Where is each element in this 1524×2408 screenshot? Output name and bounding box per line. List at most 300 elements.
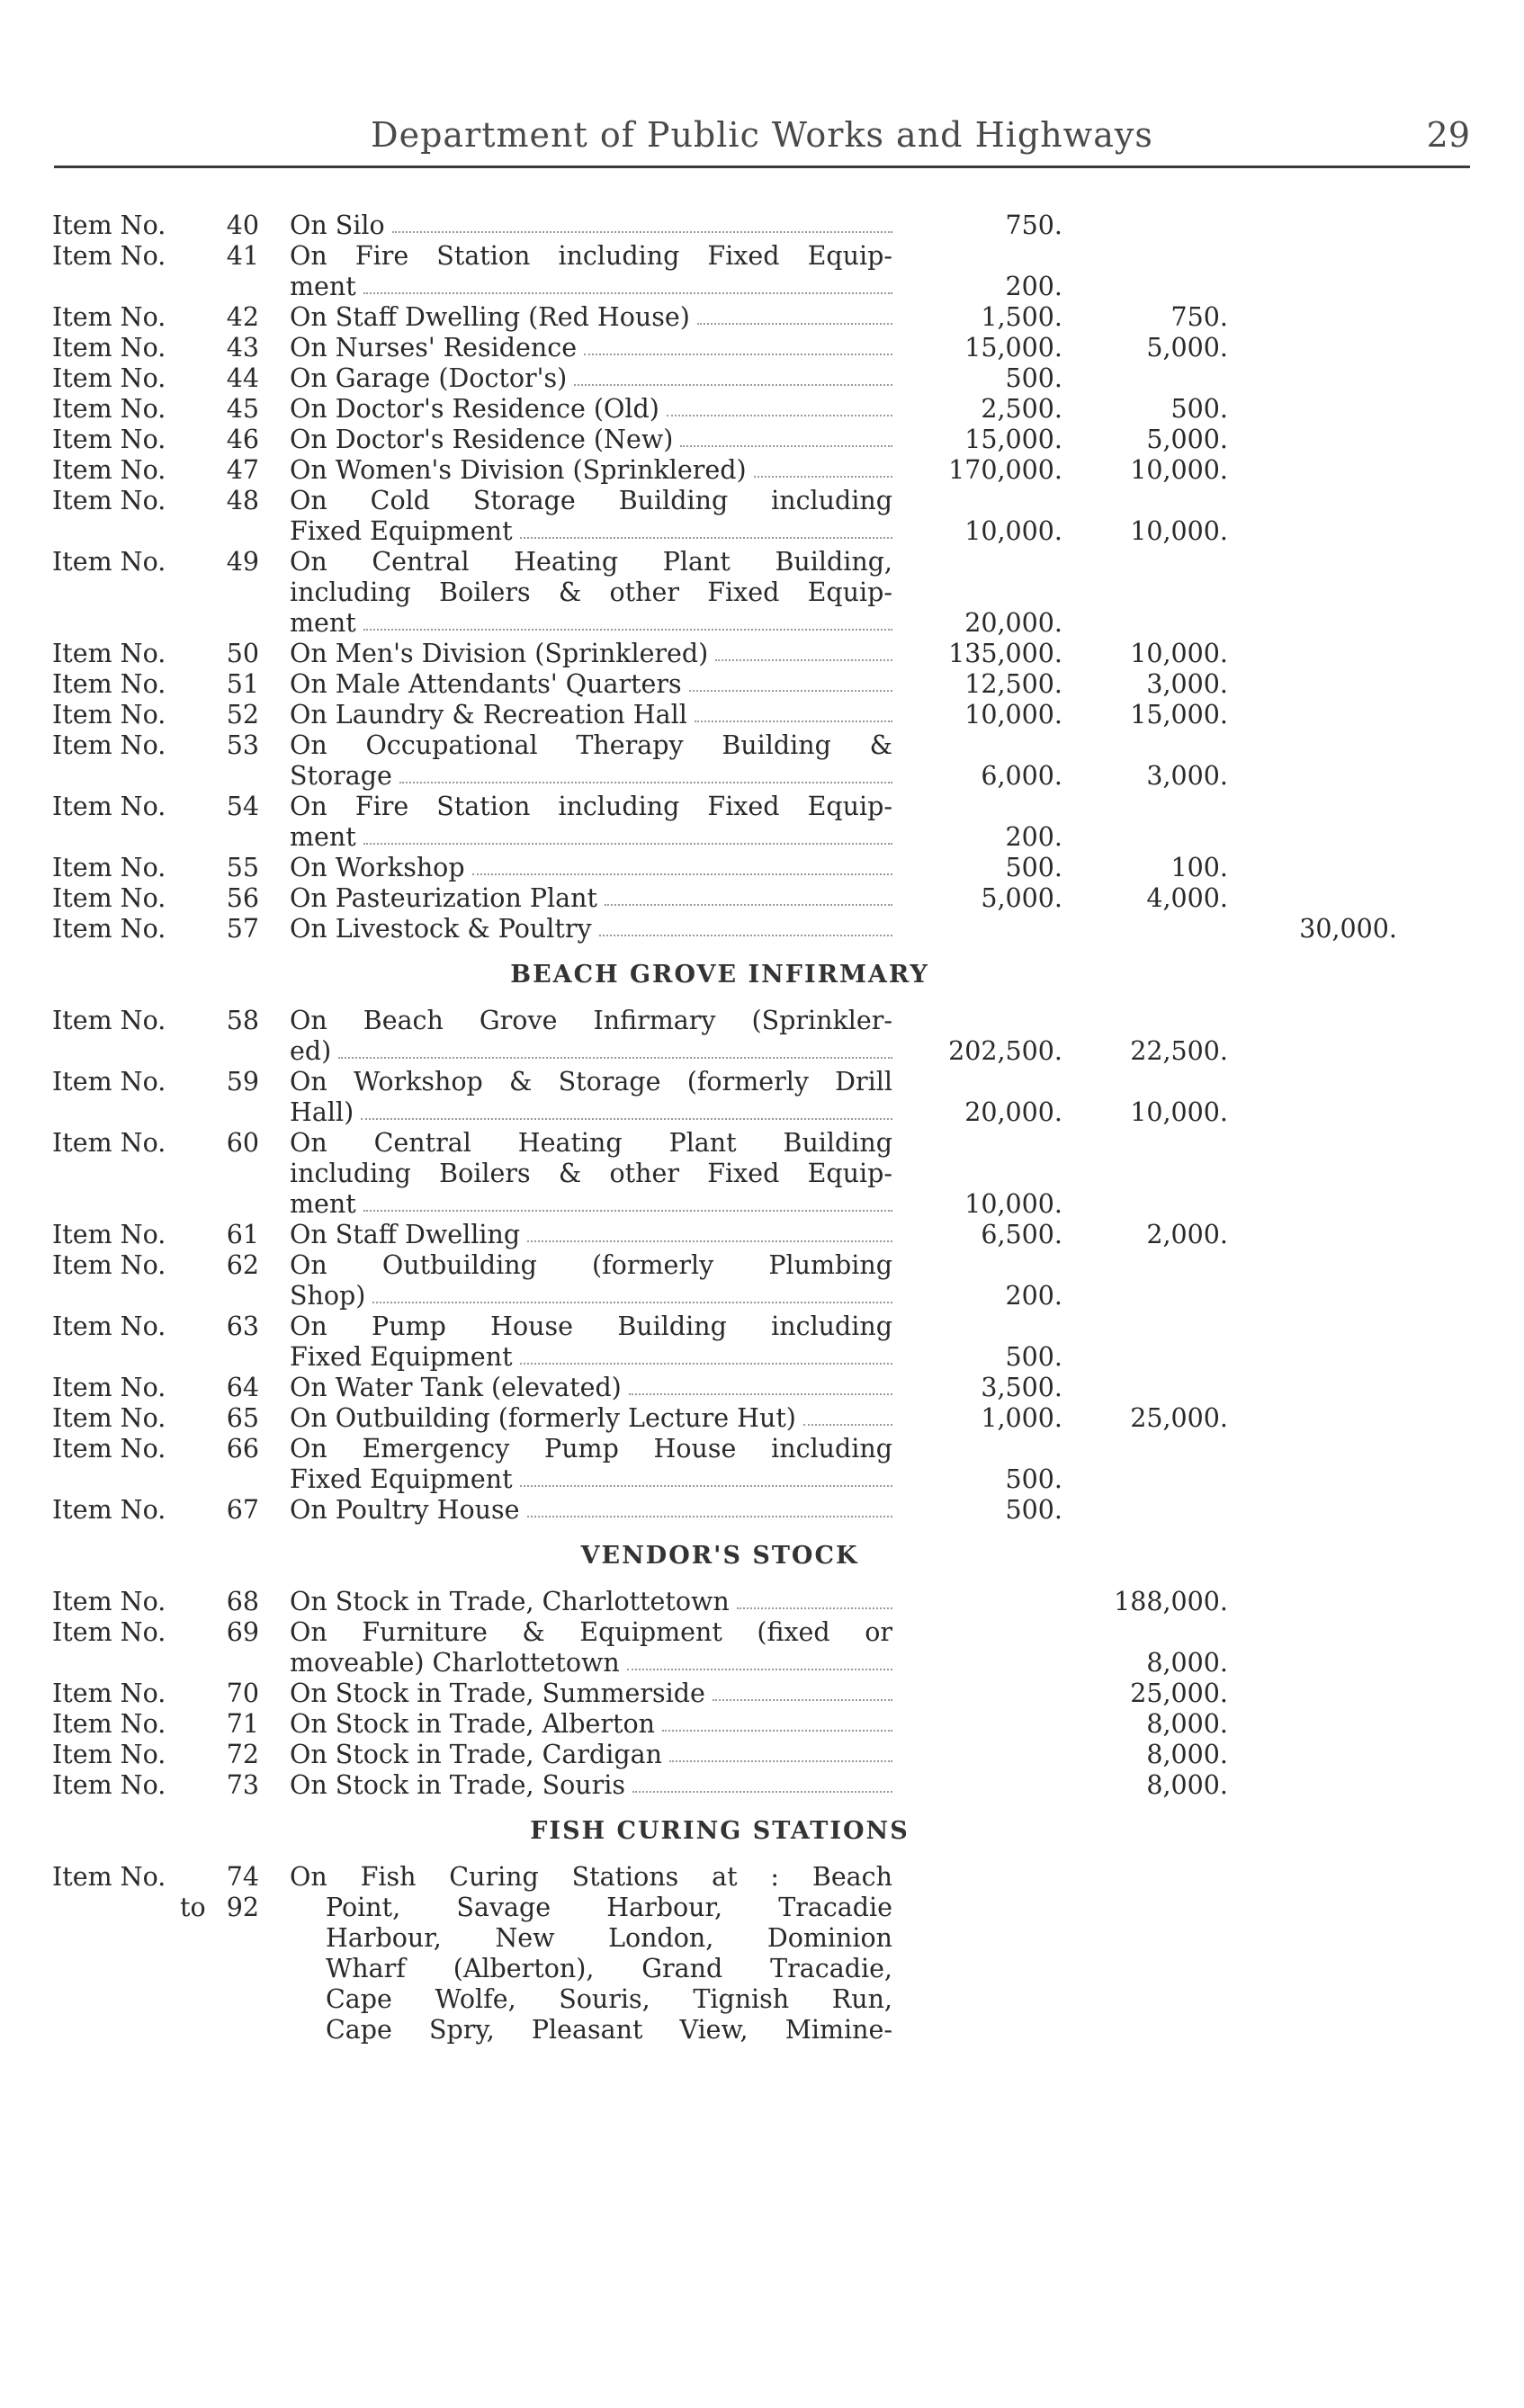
- item-number: [207, 241, 259, 272]
- dot-leader: [599, 914, 892, 936]
- item-label-text: Item No.: [52, 1709, 166, 1739]
- table-row: [0, 241, 1524, 302]
- description-line: [290, 1678, 892, 1709]
- description-line: Cape Spry, Pleasant View, Mimine-: [326, 2015, 892, 2045]
- description-text: On Women's Division (Sprinklered): [290, 455, 747, 485]
- item-number: [207, 730, 259, 761]
- amount-c2: 25,000.: [1130, 1678, 1228, 1708]
- item-description: [290, 639, 892, 669]
- section: [0, 944, 1524, 1526]
- item-number: [207, 914, 259, 944]
- amount-c1: 1,500.: [981, 302, 1062, 332]
- description-line: Point, Savage Harbour, Tracadie: [326, 1893, 892, 1922]
- description-line: [290, 1220, 892, 1250]
- item-description: [290, 730, 892, 792]
- description-line: On Central Heating Plant Building,: [290, 547, 892, 577]
- table-row: [0, 1617, 1524, 1678]
- description-line: [290, 883, 892, 914]
- item-description: [290, 486, 892, 547]
- item-label-text: Item No.: [52, 455, 166, 485]
- amount-c2: 22,500.: [1130, 1036, 1228, 1066]
- dot-leader: [629, 1373, 892, 1395]
- table-row: [0, 1770, 1524, 1801]
- item-description: [290, 1770, 892, 1801]
- item-label: [52, 241, 166, 272]
- description-text: On Stock in Trade, Souris: [290, 1770, 625, 1800]
- description-text: moveable) Charlottetown: [290, 1648, 620, 1678]
- amount-c2: 5,000.: [1146, 333, 1228, 363]
- item-number-text: 44: [226, 363, 259, 393]
- item-number: [207, 1495, 259, 1526]
- item-label-text: Item No.: [52, 1740, 166, 1769]
- table-row: [0, 1740, 1524, 1770]
- item-number: [207, 1311, 259, 1342]
- item-label: [52, 455, 166, 486]
- amount-c1: 5,000.: [981, 883, 1062, 913]
- amount-c2: 3,000.: [1146, 669, 1228, 699]
- description-text: On Stock in Trade, Cardigan: [290, 1740, 662, 1769]
- table-row: [0, 1709, 1524, 1740]
- item-number-text: 57: [226, 914, 259, 944]
- amount-c1: 200.: [1005, 822, 1062, 852]
- description-text: On Staff Dwelling: [290, 1220, 521, 1249]
- item-number-text: 64: [226, 1373, 259, 1402]
- table-row: [0, 486, 1524, 547]
- item-label-text: Item No.: [52, 1250, 166, 1280]
- item-number-text: 69: [226, 1617, 259, 1647]
- item-number: [207, 1617, 259, 1648]
- item-number-text: 72: [226, 1740, 259, 1769]
- item-label-text: Item No.: [52, 1006, 166, 1035]
- amount-c1: 2,500.: [981, 394, 1062, 424]
- item-number: [207, 1740, 259, 1770]
- item-label-text: Item No.: [52, 1862, 166, 1892]
- item-label-text: Item No.: [52, 1617, 166, 1647]
- item-description: [290, 1740, 892, 1770]
- item-description: [290, 1709, 892, 1740]
- amount-c1: 15,000.: [964, 425, 1062, 454]
- amount-c1: 500.: [1005, 1464, 1062, 1494]
- item-description: [290, 792, 892, 853]
- item-number-text: 47: [226, 455, 259, 485]
- item-label: [52, 1250, 166, 1281]
- amount-c1: 200.: [1005, 272, 1062, 301]
- section: [0, 1526, 1524, 1801]
- table-row: [0, 1220, 1524, 1250]
- description-text: On Pasteurization Plant: [290, 883, 597, 913]
- description-line: On Emergency Pump House including: [290, 1434, 892, 1464]
- item-number: [207, 363, 259, 394]
- description-text: Storage: [290, 761, 392, 791]
- item-label: [52, 1373, 166, 1403]
- item-label-text: Item No.: [52, 302, 166, 332]
- description-line: [290, 516, 892, 547]
- description-text: ed): [290, 1036, 332, 1066]
- amount-c2: 25,000.: [1130, 1403, 1228, 1433]
- item-label: [52, 1403, 166, 1434]
- description-line: [290, 333, 892, 363]
- amount-c2: 10,000.: [1130, 1097, 1228, 1127]
- item-number-end: 92: [226, 1893, 259, 1922]
- item-label-text: Item No.: [52, 394, 166, 424]
- item-label: [52, 333, 166, 363]
- item-label: [52, 639, 166, 669]
- amount-c1: 500.: [1005, 853, 1062, 882]
- item-number: [207, 669, 259, 700]
- dot-leader: [754, 455, 892, 478]
- item-number: [207, 394, 259, 425]
- amount-c2: 8,000.: [1146, 1709, 1228, 1739]
- dot-leader: [627, 1648, 892, 1670]
- item-label: [52, 853, 166, 883]
- item-label-text: Item No.: [52, 1067, 166, 1097]
- table-row: [0, 1067, 1524, 1128]
- item-number: [207, 1250, 259, 1281]
- amount-c2: 8,000.: [1146, 1648, 1228, 1678]
- item-number: [207, 455, 259, 486]
- dot-leader: [520, 1342, 892, 1365]
- item-number-text: 42: [226, 302, 259, 332]
- item-number-text: 53: [226, 730, 259, 760]
- item-label: [52, 1434, 166, 1464]
- section-heading: BEACH GROVE INFIRMARY: [510, 961, 929, 989]
- table-row: [0, 210, 1524, 241]
- description-text: On Staff Dwelling (Red House): [290, 302, 690, 332]
- item-label-text: Item No.: [52, 853, 166, 882]
- table-row: [0, 700, 1524, 730]
- page-number: 29: [1426, 115, 1470, 155]
- description-text: On Stock in Trade, Summerside: [290, 1678, 705, 1708]
- description-line: [290, 669, 892, 700]
- description-text: ment: [290, 272, 356, 301]
- item-number-text: 43: [226, 333, 259, 363]
- dot-leader: [363, 608, 892, 631]
- dot-leader: [363, 1189, 892, 1212]
- item-label: [52, 792, 166, 822]
- description-line: including Boilers & other Fixed Equip-: [290, 1159, 892, 1188]
- dot-leader: [472, 853, 892, 875]
- item-number: [207, 1403, 259, 1434]
- item-number-text: 63: [226, 1311, 259, 1341]
- amount-c1: 12,500.: [964, 669, 1062, 699]
- item-number: [207, 1128, 259, 1159]
- item-description: [290, 700, 892, 730]
- item-description: [290, 883, 892, 914]
- description-text: Shop): [290, 1281, 366, 1311]
- item-label-text: Item No.: [52, 1311, 166, 1341]
- table-row: [0, 394, 1524, 425]
- description-line: On Fish Curing Stations at : Beach: [290, 1862, 892, 1892]
- amount-c2: 3,000.: [1146, 761, 1228, 791]
- item-description: [290, 333, 892, 363]
- dot-leader: [680, 425, 892, 447]
- description-line: [290, 1403, 892, 1434]
- amount-c1: 20,000.: [964, 608, 1062, 638]
- description-line: On Outbuilding (formerly Plumbing: [290, 1250, 892, 1280]
- item-number: [207, 1770, 259, 1801]
- item-number-text: 45: [226, 394, 259, 424]
- running-title: Department of Public Works and Highways: [371, 115, 1153, 155]
- item-number: [207, 792, 259, 822]
- description-line: [290, 1587, 892, 1617]
- item-number: [207, 486, 259, 516]
- description-text: On Workshop: [290, 853, 465, 882]
- item-description: [290, 1403, 892, 1434]
- item-label: [52, 883, 166, 914]
- dot-leader: [697, 302, 892, 325]
- amount-c2: 100.: [1170, 853, 1228, 882]
- item-description: [290, 914, 892, 944]
- description-line: [290, 1189, 892, 1220]
- dot-leader: [803, 1403, 892, 1426]
- description-line: On Occupational Therapy Building &: [290, 730, 892, 760]
- dot-leader: [669, 1740, 892, 1762]
- description-line: [290, 1036, 892, 1067]
- amount-c1: 10,000.: [964, 516, 1062, 546]
- item-label: [52, 1128, 166, 1159]
- table-row: [0, 1862, 1524, 2045]
- amount-c2: 2,000.: [1146, 1220, 1228, 1249]
- item-label-text: Item No.: [52, 914, 166, 944]
- item-description: [290, 1250, 892, 1311]
- description-line: On Fire Station including Fixed Equip-: [290, 241, 892, 271]
- amount-c2: 10,000.: [1130, 455, 1228, 485]
- description-text: On Outbuilding (formerly Lecture Hut): [290, 1403, 796, 1433]
- description-text: On Garage (Doctor's): [290, 363, 568, 393]
- amount-c1: 135,000.: [948, 639, 1062, 668]
- item-number-text: 70: [226, 1678, 259, 1708]
- item-description: [290, 210, 892, 241]
- amount-c1: 202,500.: [948, 1036, 1062, 1066]
- item-label-text: Item No.: [52, 1678, 166, 1708]
- item-number-text: 67: [226, 1495, 259, 1525]
- item-label: [52, 1770, 166, 1801]
- table-row: [0, 1006, 1524, 1067]
- table-row: [0, 883, 1524, 914]
- item-label: [52, 302, 166, 333]
- item-number-text: 62: [226, 1250, 259, 1280]
- item-number-text: 73: [226, 1770, 259, 1800]
- item-description: [290, 1128, 892, 1220]
- item-description: [290, 1311, 892, 1373]
- amount-c2: 5,000.: [1146, 425, 1228, 454]
- table-row: [0, 669, 1524, 700]
- item-number-text: 54: [226, 792, 259, 821]
- table-row: [0, 1587, 1524, 1617]
- dot-leader: [584, 333, 892, 355]
- description-line: [290, 302, 892, 333]
- table-row: [0, 639, 1524, 669]
- item-number: [207, 1006, 259, 1036]
- item-number: [207, 210, 259, 241]
- description-line: including Boilers & other Fixed Equip-: [290, 577, 892, 607]
- dot-leader: [713, 1678, 892, 1701]
- description-text: ment: [290, 608, 356, 638]
- description-line: [290, 914, 892, 944]
- item-description: [290, 455, 892, 486]
- item-number-text: 51: [226, 669, 259, 699]
- item-number: [207, 1862, 259, 1923]
- item-label-text: Item No.: [52, 547, 166, 577]
- item-label-text: Item No.: [52, 210, 166, 240]
- item-description: [290, 1067, 892, 1128]
- item-number: [207, 1373, 259, 1403]
- description-line: [290, 210, 892, 241]
- description-line: [290, 1770, 892, 1801]
- table-row: [0, 730, 1524, 792]
- amount-c1: 500.: [1005, 363, 1062, 393]
- item-number-text: 60: [226, 1128, 259, 1158]
- item-number-text: 49: [226, 547, 259, 577]
- item-number-text: 52: [226, 700, 259, 730]
- item-description: [290, 241, 892, 302]
- item-label: [52, 210, 166, 241]
- table-row: [0, 1495, 1524, 1526]
- item-label-text: Item No.: [52, 792, 166, 821]
- item-description: [290, 1678, 892, 1709]
- dot-leader: [338, 1036, 892, 1059]
- description-line: [290, 1342, 892, 1373]
- item-label-text: Item No.: [52, 883, 166, 913]
- amount-c2: 500.: [1170, 394, 1228, 424]
- amount-c1: 500.: [1005, 1342, 1062, 1372]
- dot-leader: [520, 516, 892, 539]
- dot-leader: [520, 1464, 892, 1487]
- item-label-text: Item No.: [52, 730, 166, 760]
- item-number-text: 56: [226, 883, 259, 913]
- item-number-text: 68: [226, 1587, 259, 1616]
- item-number: [207, 1434, 259, 1464]
- table-row: [0, 547, 1524, 639]
- description-line: [290, 425, 892, 455]
- amount-c1: 20,000.: [964, 1097, 1062, 1127]
- amount-c1: 750.: [1005, 210, 1062, 240]
- section-heading: FISH CURING STATIONS: [530, 1817, 910, 1845]
- description-line: [290, 455, 892, 486]
- item-label-text: Item No.: [52, 639, 166, 668]
- amount-c1: 10,000.: [964, 700, 1062, 730]
- item-label: [52, 1678, 166, 1709]
- item-number-text: 58: [226, 1006, 259, 1035]
- item-label: [52, 394, 166, 425]
- description-line: On Furniture & Equipment (fixed or: [290, 1617, 892, 1647]
- item-description: [290, 669, 892, 700]
- description-text: On Doctor's Residence (Old): [290, 394, 659, 424]
- item-number: [207, 700, 259, 730]
- item-label: [52, 1067, 166, 1097]
- item-label: [52, 1495, 166, 1526]
- item-label-text: Item No.: [52, 1495, 166, 1525]
- item-label: [52, 1220, 166, 1250]
- description-line: [290, 853, 892, 883]
- amount-c1: 6,500.: [981, 1220, 1062, 1249]
- item-number: [207, 333, 259, 363]
- description-line: On Workshop & Storage (formerly Drill: [290, 1067, 892, 1097]
- table-row: [0, 1403, 1524, 1434]
- description-line: [290, 272, 892, 302]
- table-row: [0, 914, 1524, 944]
- item-label-text: Item No.: [52, 700, 166, 730]
- item-label-to: to: [180, 1893, 206, 1922]
- table-row: [0, 853, 1524, 883]
- dot-leader: [361, 1097, 892, 1120]
- description-line: Wharf (Alberton), Grand Tracadie,: [326, 1954, 892, 1983]
- table-row: [0, 1678, 1524, 1709]
- description-line: On Central Heating Plant Building: [290, 1128, 892, 1158]
- item-number: [207, 883, 259, 914]
- item-label: [52, 1006, 166, 1036]
- description-text: On Stock in Trade, Alberton: [290, 1709, 655, 1739]
- table-row: [0, 333, 1524, 363]
- description-line: On Fire Station including Fixed Equip-: [290, 792, 892, 821]
- item-number: [207, 1678, 259, 1709]
- amount-c2: 10,000.: [1130, 516, 1228, 546]
- amount-c2: 10,000.: [1130, 639, 1228, 668]
- description-text: On Stock in Trade, Charlottetown: [290, 1587, 730, 1616]
- amount-c2: 8,000.: [1146, 1770, 1228, 1800]
- description-line: [290, 608, 892, 639]
- item-description: [290, 363, 892, 394]
- item-label-text: Item No.: [52, 363, 166, 393]
- dot-leader: [667, 394, 892, 416]
- section: [0, 1801, 1524, 2045]
- table-row: [0, 1128, 1524, 1220]
- item-number-text: 40: [226, 210, 259, 240]
- description-line: [290, 1373, 892, 1403]
- item-description: [290, 1495, 892, 1526]
- appropriation-list: [0, 210, 1524, 2045]
- amount-c2: 8,000.: [1146, 1740, 1228, 1769]
- description-line: Harbour, New London, Dominion: [326, 1923, 892, 1953]
- description-line: [290, 1097, 892, 1128]
- description-text: On Men's Division (Sprinklered): [290, 639, 709, 668]
- description-text: On Water Tank (elevated): [290, 1373, 622, 1402]
- item-label: [52, 425, 166, 455]
- table-row: [0, 363, 1524, 394]
- item-number: [207, 853, 259, 883]
- item-label-text: Item No.: [52, 1587, 166, 1616]
- dot-leader: [689, 669, 892, 692]
- description-line: [290, 761, 892, 792]
- dot-leader: [527, 1495, 892, 1517]
- item-number-text: 46: [226, 425, 259, 454]
- amount-c1: 170,000.: [948, 455, 1062, 485]
- item-label-text: Item No.: [52, 486, 166, 515]
- item-description: [290, 1587, 892, 1617]
- item-label-text: Item No.: [52, 1128, 166, 1158]
- amount-c1: 500.: [1005, 1495, 1062, 1525]
- description-line: [290, 822, 892, 853]
- item-number-text: 48: [226, 486, 259, 515]
- dot-leader: [632, 1770, 892, 1793]
- item-label-text: Item No.: [52, 1434, 166, 1464]
- item-number: [207, 302, 259, 333]
- dot-leader: [363, 272, 892, 294]
- dot-leader: [715, 639, 892, 661]
- item-label-text: Item No.: [52, 669, 166, 699]
- description-text: ment: [290, 822, 356, 852]
- amount-c2: 188,000.: [1114, 1587, 1228, 1616]
- item-label-text: Item No.: [52, 1403, 166, 1433]
- item-number: [207, 547, 259, 577]
- item-description: [290, 1862, 892, 2045]
- item-label: [52, 669, 166, 700]
- item-label: [52, 730, 166, 761]
- amount-c2: 4,000.: [1146, 883, 1228, 913]
- item-number: [207, 1587, 259, 1617]
- table-row: [0, 455, 1524, 486]
- item-label: [52, 1862, 206, 1923]
